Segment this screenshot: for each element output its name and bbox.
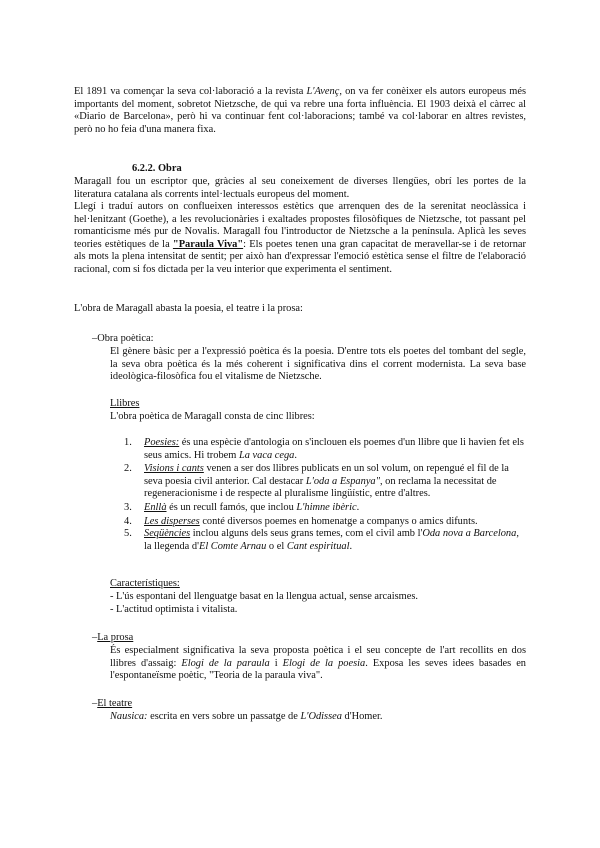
llibres-list: [124, 437, 526, 553]
intro-paragraph: [74, 86, 526, 136]
book-elogi-poesia: Elogi de la poesia: [282, 657, 366, 669]
list-item: 4. Les disperses conté diversos poemes en homenatge a companys o amics difunts.: [124, 515, 478, 527]
obra-paragraph-1: Maragall fou un escriptor que, gràcies al seu coneixement de diverses llengües, obrí les portes de la literatura catalana als corrents intel·lectuals europeus del moment.: [74, 176, 526, 200]
book-title: Visions i cants: [144, 463, 204, 475]
intro-text-1: El 1891 va començar la seva col·laboració a la revista: [74, 86, 307, 97]
book-title: Seqüències: [144, 528, 191, 540]
section-heading: 6.2.2. Obra: [132, 163, 182, 174]
journal-title: L'Avenç: [306, 86, 340, 97]
obra-poetica-title: –Obra poètica:: [92, 333, 154, 344]
obra-text-c: : Els poetes tenen una gran capacitat de meravellar-se i de retornar als mots la plena intensitat de sentit; per això han d'expressar l'emoció estètica sense el filtre de l'elaboració racional, com si fos dictada per la veu interior que experimenta el sentiment.: [74, 238, 527, 275]
obra-scope-paragraph: L'obra de Maragall abasta la poesia, el teatre i la prosa:: [74, 303, 303, 314]
teatre-body: Nausica: escrita en vers sobre un passatge de L'Odissea d'Homer.: [110, 711, 383, 722]
caracteristiques-item: - L'actitud optimista i vitalista.: [110, 604, 238, 615]
llibres-intro: L'obra poètica de Maragall consta de cinc llibres:: [110, 411, 315, 422]
intro-text-2: , on va fer conèixer els autors europeus més importants del moment, sobretot Nietzsche, de qui va rebre una forta influència. El 1903 deixà el càrrec al «Diario de Barcelona», però hi va continuar fent col·laboracions; també va col·laborar en altres revistes, però no ho feia d'una manera fixa.: [74, 86, 526, 135]
caracteristiques-item: - L'ús espontani del llenguatge basat en la llengua actual, sense arcaismes.: [110, 591, 418, 602]
list-item: 1. Poesies: és una espècie d'antologia on s'inclouen els poemes d'un llibre que li havien fet els seus amics. Hi trobem La vaca cega.: [124, 437, 524, 461]
prosa-title: –La prosa: [92, 632, 134, 643]
list-item: 5. Seqüències inclou alguns dels seus grans temes, com el civil amb l'Oda nova a Barcelona, la llegenda d'El Comte Arnau o el Cant espiritual.: [124, 528, 519, 552]
obra-paragraph-2: [74, 201, 526, 277]
play-title: Nausica:: [110, 711, 148, 722]
teatre-title: –El teatre: [92, 698, 133, 709]
obra-poetica-body: El gènere bàsic per a l'expressió poètica és la poesia. D'entre tots els poetes del tombant del segle, la seva obra poètica és la més coherent i significativa dins el corrent modernista. La seva base ideològica-filosòfica fou el vitalisme de Nietzsche.: [110, 346, 526, 383]
book-elogi-paraula: Elogi de la paraula: [181, 657, 270, 669]
paraula-viva-term: "Paraula Viva": [172, 238, 244, 250]
llibres-title: Llibres: [110, 398, 140, 409]
caracteristiques-title: Característiques:: [110, 578, 180, 589]
prosa-body: És especialment significativa la seva proposta poètica i el seu concepte de l'art recollits en dos llibres d'assaig: Elogi de la paraula i Elogi de la poesia. Exposa les seves idees basades en l'espontaneïsme poètic, "Teoria de la paraula viva".: [110, 645, 527, 682]
list-item: 3. Enllà és un recull famós, que inclou L'himne ibèric.: [124, 501, 360, 513]
book-title: Les disperses: [144, 515, 200, 527]
book-title: Poesies:: [144, 437, 180, 448]
obra-text-a: Llegí i traduí autors on conflueixen interessos estètics que arrenquen des de la serenitat neoclàssica i hel·lenitzant (Goethe), a les revolucionàries i exaltades propostes filosòfiques de Nietzsche, tot passant pel romanticisme més pur de Novalis. Maragall fou l'introductor de Nietzsche a la península. Aplicà les seves teories estètiques de la: [74, 201, 526, 250]
list-item: 2. Visions i cants venen a ser dos llibres publicats en un sol volum, on repengué el fil de la seva poesia civil anterior. Cal destacar L'oda a Espanya", on reclama la necessitat de regeneracionisme i de respecte al pluralisme lingüístic, entre d'altres.: [124, 463, 509, 500]
book-title: Enllà: [144, 501, 167, 513]
odyssey-title: L'Odissea: [300, 711, 342, 722]
